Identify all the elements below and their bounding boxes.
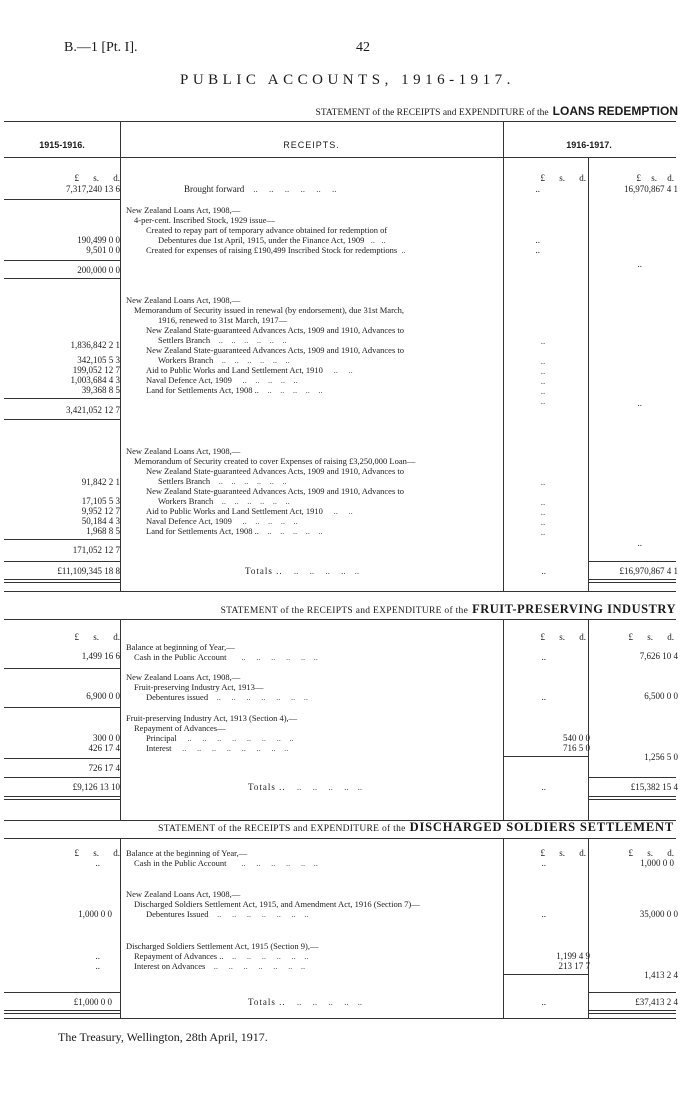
fruit-loans-r2: 6,500 0 0	[644, 691, 678, 701]
fruit-unit-r2: £ s. d.	[628, 632, 674, 642]
loans-g1-amount4: 190,499 0 0	[77, 235, 120, 245]
loans-g3-line5: New Zealand State-guaranteed Advances Acts, 1909 and 1910, Advances to	[146, 486, 404, 496]
page-number: 42	[356, 40, 370, 55]
loans-totals-r1: ..	[541, 566, 546, 576]
loans-g1-line4: Debentures due 1st April, 1915, under the Finance Act, 1909 .. ..	[158, 235, 386, 245]
loans-bf-amount: 7,317,240 13 6	[66, 184, 120, 194]
fruit-unit-left: £ s. d.	[74, 632, 120, 642]
soldiers-loans-r1: ..	[541, 909, 546, 919]
soldiers-dssa-line1: Discharged Soldiers Settlement Act, 1915 (Section 9),—	[126, 941, 319, 951]
fruit-fpia-r3: 540 0 0	[563, 733, 590, 743]
fruit-totals-r1: ..	[541, 782, 546, 792]
loans-g3-line2: Memorandum of Security created to cover Expenses of raising £3,250,000 Loan—	[134, 456, 416, 466]
soldiers-heading	[158, 818, 674, 836]
loans-g3-amount9: 1,968 8 5	[86, 526, 120, 536]
loans-heading-prefix: STATEMENT of the RECEIPTS and EXPENDITURE of the	[315, 108, 549, 118]
soldiers-dssa-r2: 1,199 4 9	[556, 951, 590, 961]
fruit-balance-r1: ..	[541, 652, 546, 662]
soldiers-totals-r2: £37,413 2 4	[635, 997, 678, 1007]
loans-g1-rtotal: ..	[637, 259, 642, 269]
soldiers-loans-r2: 35,000 0 0	[639, 909, 678, 919]
loans-col-receipts: RECEIPTS.	[283, 140, 340, 150]
loans-g3-line4: Settlers Branch .. .. .. .. .. ..	[158, 476, 287, 486]
fruit-loans-line2: Fruit-preserving Industry Act, 1913—	[134, 682, 264, 692]
fruit-unit-r1: £ s. d.	[540, 632, 586, 642]
loans-unit-left: £ s. d.	[74, 173, 120, 183]
soldiers-balance-left: ..	[95, 858, 100, 868]
loans-g3-line9: Land for Settlements Act, 1908 .. .. .. .. .. ..	[146, 526, 323, 536]
fruit-fpia-r4: 716 5 0	[563, 743, 590, 753]
fruit-fpia-a3: 300 0 0	[93, 733, 120, 743]
soldiers-loans-line2: Discharged Soldiers Settlement Act, 1915, and Amendment Act, 1916 (Section 7)—	[134, 899, 420, 909]
soldiers-unit-r2: £ s. d.	[628, 848, 674, 858]
soldiers-totals-left: £1,000 0 0	[73, 997, 112, 1007]
loans-g2-line9: Naval Defence Act, 1909 .. .. .. .. ..	[146, 375, 298, 385]
fruit-totals-r2: £15,382 15 4	[630, 782, 678, 792]
fruit-balance-r2: 7,626 10 4	[639, 651, 678, 661]
fruit-totals-label: Totals .. .. .. .. .. ..	[248, 782, 363, 792]
soldiers-dssa-line3: Interest on Advances .. .. .. .. .. .. ..	[134, 961, 306, 971]
fruit-loans-r1: ..	[541, 692, 546, 702]
loans-g2-total: 3,421,052 12 7	[66, 405, 120, 415]
soldiers-dssa-r3: 213 17 7	[558, 961, 590, 971]
loans-g2-amount10: 39,368 8 5	[81, 385, 120, 395]
soldiers-dssa-a2: ..	[95, 951, 100, 961]
soldiers-dssa-rtotal: 1,413 2 4	[644, 970, 678, 980]
soldiers-loans-left: 1,000 0 0	[78, 909, 112, 919]
loans-g2-rtotal: ..	[637, 398, 642, 408]
fruit-loans-line1: New Zealand Loans Act, 1908,—	[126, 672, 241, 682]
soldiers-unit-left: £ s. d.	[74, 848, 120, 858]
fruit-fpia-line4: Interest .. .. .. .. .. .. .. ..	[146, 743, 289, 753]
loans-g2-line4: New Zealand State-guaranteed Advances Acts, 1909 and 1910, Advances to	[146, 325, 404, 335]
soldiers-balance-r2: 1,000 0 0	[640, 858, 674, 868]
fruit-fpia-line3: Principal .. .. .. .. .. .. .. ..	[146, 733, 294, 743]
loans-g3-total: 171,052 12 7	[72, 545, 120, 555]
loans-g2-amount7: 342,105 5 3	[77, 355, 120, 365]
loans-g3-rtotal: ..	[637, 538, 642, 548]
page-title: PUBLIC ACCOUNTS, 1916-1917.	[180, 72, 515, 88]
loans-g2-line3: 1916, renewed to 31st March, 1917—	[158, 315, 288, 325]
soldiers-balance-r1: ..	[541, 858, 546, 868]
loans-bf-r1: ..	[535, 184, 540, 194]
loans-g2-line6: New Zealand State-guaranteed Advances Acts, 1909 and 1910, Advances to	[146, 345, 404, 355]
loans-bf-label: Brought forward .. .. .. .. .. ..	[184, 184, 337, 194]
loans-totals-r2: £16,970,867 4 1	[619, 566, 678, 576]
loans-heading-title: LOANS REDEMPTION	[552, 104, 678, 118]
soldiers-unit-r1: £ s. d.	[540, 848, 586, 858]
fruit-balance-line1: Balance at beginning of Year,—	[126, 642, 235, 652]
fruit-totals-left: £9,126 13 10	[72, 782, 120, 792]
fruit-fpia-line1: Fruit-preserving Industry Act, 1913 (Section 4),—	[126, 713, 298, 723]
loans-g2-line5: Settlers Branch .. .. .. .. .. ..	[158, 335, 287, 345]
fruit-fpia-a4: 426 17 4	[88, 743, 120, 753]
fruit-fpia-rtotal: 1,256 5 0	[644, 752, 678, 762]
loans-g3-amount4: 91,842 2 1	[81, 477, 120, 487]
loans-g2-amount5: 1,836,842 2 1	[70, 340, 120, 350]
loans-g3-amount8: 50,184 4 3	[81, 516, 120, 526]
fruit-fpia-line2: Repayment of Advances—	[134, 723, 226, 733]
loans-g3-line1: New Zealand Loans Act, 1908,—	[126, 446, 241, 456]
soldiers-balance-line1: Balance at the beginning of Year,—	[126, 848, 248, 858]
soldiers-loans-line3: Debentures Issued .. .. .. .. .. .. ..	[146, 909, 309, 919]
loans-g2-line8: Aid to Public Works and Land Settlement Act, 1910 .. ..	[146, 365, 353, 375]
fruit-loans-left: 6,900 0 0	[86, 691, 120, 701]
loans-g1-r4: ..	[535, 235, 540, 245]
loans-g1-line3: Created to repay part of temporary advance obtained for redemption of	[146, 225, 388, 235]
loans-g3-line8: Naval Defence Act, 1909 .. .. .. .. ..	[146, 516, 298, 526]
soldiers-totals-label: Totals .. .. .. .. .. ..	[248, 997, 363, 1007]
loans-g1-amount5: 9,501 0 0	[86, 245, 120, 255]
fruit-balance-left: 1,499 16 6	[81, 651, 120, 661]
loans-g3-amount7: 9,952 12 7	[81, 506, 120, 516]
loans-bf-r2: 16,970,867 4 1	[624, 184, 678, 194]
loans-col-1916: 1916-1917.	[566, 140, 612, 150]
loans-g2-line1: New Zealand Loans Act, 1908,—	[126, 295, 241, 305]
loans-g3-line7: Aid to Public Works and Land Settlement Act, 1910 .. ..	[146, 506, 353, 516]
loans-g2-line2: Memorandum of Security issued in renewal (by endorsement), due 31st March,	[134, 305, 405, 315]
soldiers-heading-prefix: STATEMENT of the RECEIPTS and EXPENDITURE of the	[158, 824, 406, 834]
soldiers-dssa-a3: ..	[95, 961, 100, 971]
soldiers-heading-title: DISCHARGED SOLDIERS SETTLEMENT	[409, 820, 674, 834]
page-ref: B.—1 [Pt. I].	[64, 40, 138, 55]
loans-totals-left: £11,109,345 18 8	[57, 566, 120, 576]
fruit-heading-prefix: STATEMENT of the RECEIPTS and EXPENDITURE of the	[220, 606, 469, 616]
loans-unit-r1: £ s. d.	[540, 173, 586, 183]
loans-g2-line10: Land for Settlements Act, 1908 .. .. .. .. .. ..	[146, 385, 323, 395]
fruit-heading	[221, 600, 676, 618]
soldiers-dssa-line2: Repayment of Advances .. .. .. .. .. .. ..	[134, 951, 309, 961]
loans-g3-amount6: 17,105 5 3	[81, 496, 120, 506]
loans-unit-r2: £ s. d.	[636, 173, 674, 183]
loans-g2-amount8: 199,052 12 7	[72, 365, 120, 375]
loans-g1-total: 200,000 0 0	[77, 265, 120, 275]
soldiers-loans-line1: New Zealand Loans Act, 1908,—	[126, 889, 241, 899]
footer-signoff: The Treasury, Wellington, 28th April, 1917.	[58, 1030, 268, 1044]
fruit-heading-title: FRUIT-PRESERVING INDUSTRY	[472, 602, 676, 616]
loans-g3-r-dots: .. .. .. .. ..	[540, 477, 546, 537]
loans-g2-r-dots: .. .. .. .. .. ..	[540, 336, 546, 406]
loans-g1-line1: New Zealand Loans Act, 1908,—	[126, 205, 241, 215]
loans-g1-line2: 4-per-cent. Inscribed Stock, 1929 issue—	[134, 215, 275, 225]
fruit-balance-line2: Cash in the Public Account .. .. .. .. .. ..	[134, 652, 318, 662]
loans-g2-line7: Workers Branch .. .. .. .. .. ..	[158, 355, 290, 365]
loans-g1-line5: Created for expenses of raising £190,499 Inscribed Stock for redemptions ..	[146, 245, 406, 255]
soldiers-balance-line2: Cash in the Public Account .. .. .. .. .. ..	[134, 858, 318, 868]
soldiers-totals-r1: ..	[541, 997, 546, 1007]
loans-g1-r5: ..	[535, 245, 540, 255]
loans-g3-line6: Workers Branch .. .. .. .. .. ..	[158, 496, 290, 506]
fruit-fpia-total: 726 17 4	[88, 763, 120, 773]
fruit-loans-line3: Debentures issued .. .. .. .. .. .. ..	[146, 692, 308, 702]
loans-g3-line3: New Zealand State-guaranteed Advances Acts, 1909 and 1910, Advances to	[146, 466, 404, 476]
loans-totals-label: Totals .. .. .. .. .. ..	[245, 566, 360, 576]
loans-col-1915: 1915-1916.	[39, 140, 85, 150]
loans-heading	[316, 102, 678, 120]
loans-g2-amount9: 1,003,684 4 3	[70, 375, 120, 385]
